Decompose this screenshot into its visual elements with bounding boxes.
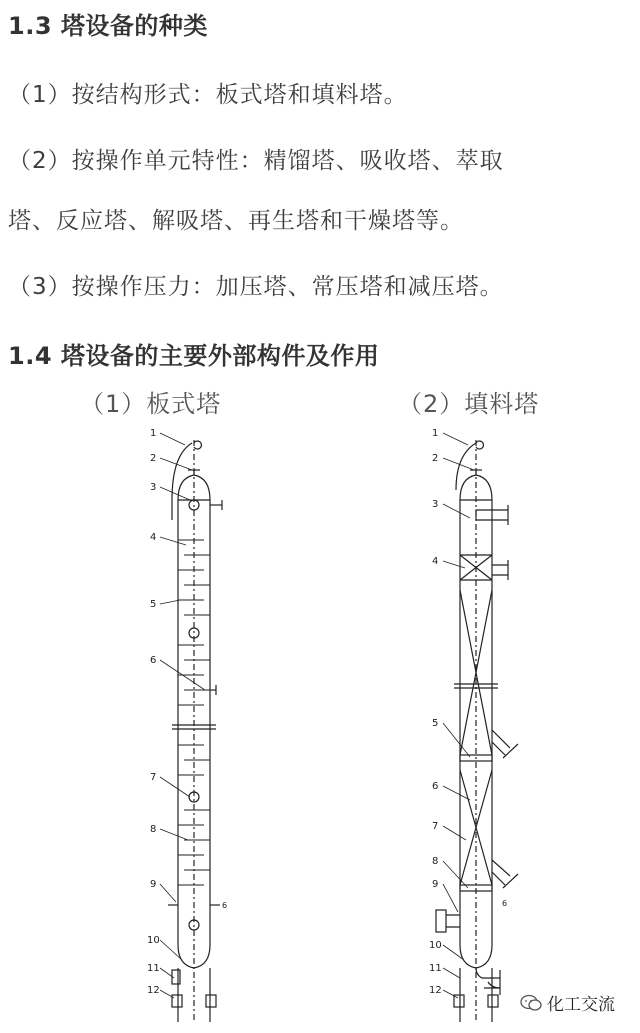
packed-label-12: 12 xyxy=(429,985,442,996)
packed-label-3: 3 xyxy=(432,499,439,510)
packed-label-11: 11 xyxy=(429,963,442,974)
plate-label-10: 10 xyxy=(147,935,160,946)
plate-label-2: 2 xyxy=(150,453,157,464)
watermark-text: 化工交流 xyxy=(547,995,615,1015)
packed-tower-caption: （2）填料塔 xyxy=(398,390,540,418)
packed-label-10: 10 xyxy=(429,940,442,951)
watermark xyxy=(520,990,615,1015)
section-1-3-title: 1.3 塔设备的种类 xyxy=(8,12,208,40)
packed-label-1: 1 xyxy=(432,428,439,439)
paragraph-item-2: （2）按操作单元特性：精馏塔、吸收塔、萃取 xyxy=(8,148,504,174)
plate-label-3: 3 xyxy=(150,482,157,493)
plate-label-9: 9 xyxy=(150,879,157,890)
packed-label-9: 9 xyxy=(432,879,439,890)
packed-small-label: 6 xyxy=(502,899,508,908)
wechat-icon xyxy=(520,994,542,1012)
packed-label-4: 4 xyxy=(432,556,439,567)
paragraph-item-2-cont: 塔、反应塔、解吸塔、再生塔和干燥塔等。 xyxy=(8,208,464,234)
plate-small-label: 6 xyxy=(222,901,228,910)
packed-label-8: 8 xyxy=(432,856,439,867)
plate-label-7: 7 xyxy=(150,772,157,783)
packed-label-5: 5 xyxy=(432,718,439,729)
packed-label-6: 6 xyxy=(432,781,439,792)
packed-label-7: 7 xyxy=(432,821,439,832)
plate-label-5: 5 xyxy=(150,599,157,610)
plate-label-1: 1 xyxy=(150,428,157,439)
packed-tower-drawing xyxy=(436,433,518,1022)
plate-label-6: 6 xyxy=(150,655,157,666)
plate-label-12: 12 xyxy=(147,985,160,996)
plate-label-8: 8 xyxy=(150,824,157,835)
plate-label-4: 4 xyxy=(150,532,157,543)
plate-tower-labels xyxy=(147,428,227,996)
plate-tower-drawing xyxy=(160,433,222,1022)
plate-tower-caption: （1）板式塔 xyxy=(80,390,222,418)
packed-label-2: 2 xyxy=(432,453,439,464)
paragraph-item-3: （3）按操作压力：加压塔、常压塔和减压塔。 xyxy=(8,274,504,300)
plate-label-11: 11 xyxy=(147,963,160,974)
section-1-4-title: 1.4 塔设备的主要外部构件及作用 xyxy=(8,342,380,370)
paragraph-item-1: （1）按结构形式：板式塔和填料塔。 xyxy=(8,82,408,108)
